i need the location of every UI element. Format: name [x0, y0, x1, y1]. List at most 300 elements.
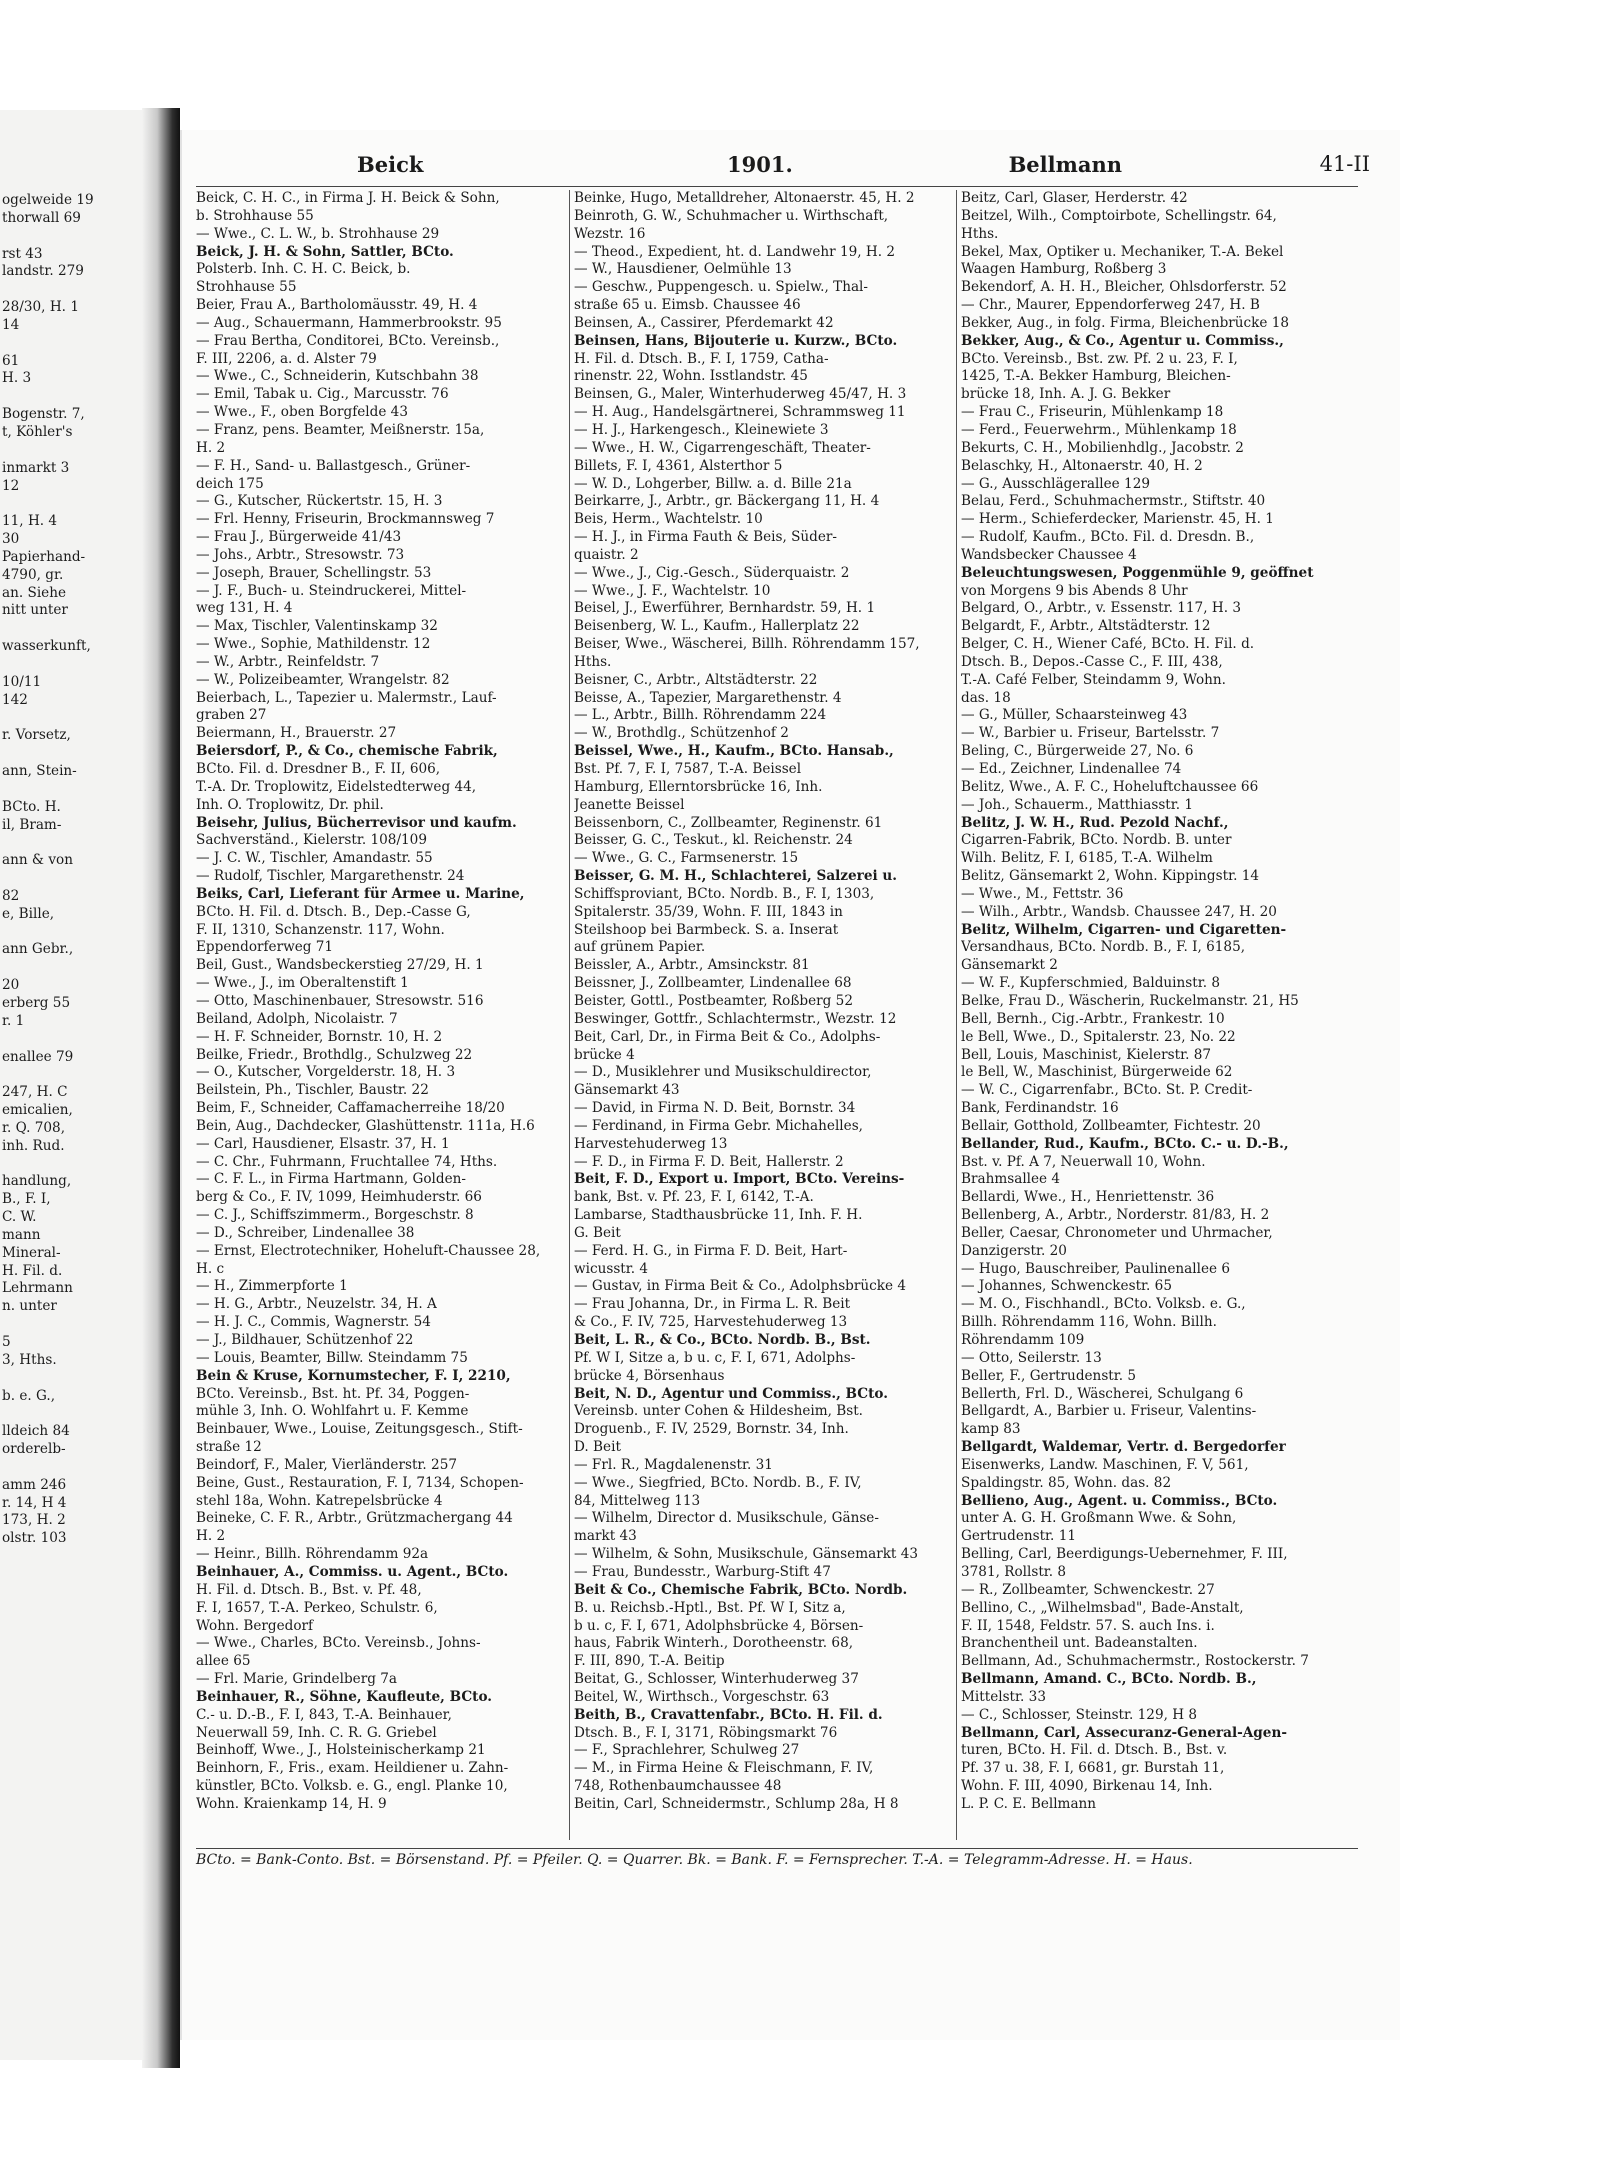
left-page-line: thorwall 69	[2, 209, 81, 226]
directory-entry: Beit, F. D., Export u. Import, BCto. Vereins-	[574, 1171, 905, 1188]
directory-entry: Beirkarre, J., Arbtr., gr. Bäckergang 11, H. 4	[574, 493, 880, 510]
directory-entry: Belitz, J. W. H., Rud. Pezold Nachf.,	[961, 814, 1229, 831]
directory-entry: Beil, Gust., Wandsbeckerstieg 27/29, H. 1	[196, 957, 484, 974]
directory-entry: — W., Hausdiener, Oelmühle 13	[574, 261, 792, 278]
directory-entry: Cigarren-Fabrik, BCto. Nordb. B. unter	[961, 832, 1232, 849]
directory-entry: Beisel, J., Ewerführer, Bernhardstr. 59, H. 1	[574, 600, 876, 617]
directory-entry: — W., Arbtr., Reinfeldstr. 7	[196, 653, 380, 670]
left-page-line: an. Siehe	[2, 584, 67, 601]
directory-entry: kamp 83	[961, 1421, 1021, 1438]
directory-entry: Beswinger, Gottfr., Schlachtermstr., Wezstr. 12	[574, 1010, 897, 1027]
directory-entry: — Joh., Schauerm., Matthiasstr. 1	[961, 796, 1194, 813]
directory-entry: Bell, Bernh., Cig.-Arbtr., Frankestr. 10	[961, 1010, 1225, 1027]
directory-entry: — Wwe., C., Schneiderin, Kutschbahn 38	[196, 368, 479, 385]
directory-entry: Beith, B., Cravattenfabr., BCto. H. Fil. d.	[574, 1706, 883, 1723]
directory-entry: Beitel, W., Wirthsch., Vorgeschstr. 63	[574, 1688, 830, 1705]
directory-entry: Billh. Röhrendamm 116, Wohn. Billh.	[961, 1314, 1217, 1331]
left-page-line: 3, Hths.	[2, 1351, 57, 1368]
directory-entry: Harvestehuderweg 13	[574, 1135, 728, 1152]
directory-entry: — Chr., Maurer, Eppendorferweg 247, H. B	[961, 297, 1260, 314]
left-page-line: handlung,	[2, 1173, 72, 1190]
directory-entry: Bellerth, Frl. D., Wäscherei, Schulgang 6	[961, 1385, 1244, 1402]
directory-entry: Bein & Kruse, Kornumstecher, F. I, 2210,	[196, 1367, 511, 1384]
directory-entry: Belitz, Wwe., A. F. C., Hoheluftchaussee 66	[961, 778, 1259, 795]
directory-entry: — Heinr., Billh. Röhrendamm 92a	[196, 1546, 429, 1563]
directory-entry: Beiks, Carl, Lieferant für Armee u. Marine,	[196, 885, 525, 902]
directory-entry: — W., Polizeibeamter, Wrangelstr. 82	[196, 671, 450, 688]
directory-entry: Belling, Carl, Beerdigungs-Uebernehmer, F. III,	[961, 1546, 1288, 1563]
directory-entry: Wohn. Kraienkamp 14, H. 9	[196, 1795, 387, 1812]
directory-entry: Beinhorn, F., Fris., exam. Heildiener u. Zahn-	[196, 1760, 509, 1777]
directory-entry: Bellair, Gotthold, Zollbeamter, Fichtestr. 20	[961, 1117, 1261, 1134]
directory-entry: Beilke, Friedr., Brothdlg., Schulzweg 22	[196, 1046, 473, 1063]
directory-entry: wicusstr. 4	[574, 1260, 649, 1277]
directory-entry: Röhrendamm 109	[961, 1332, 1085, 1348]
directory-entry: Bellmann, Ad., Schuhmachermstr., Rostockerstr. 7	[961, 1653, 1309, 1670]
directory-entry: Beit, N. D., Agentur und Commiss., BCto.	[574, 1385, 888, 1402]
directory-entry: — H. Aug., Handelsgärtnerei, Schrammsweg 11	[574, 404, 906, 421]
left-page-line: 142	[2, 691, 28, 708]
directory-entry: — F. D., in Firma F. D. Beit, Hallerstr. 2	[574, 1153, 844, 1170]
column-divider	[569, 190, 570, 1840]
directory-entry: H. 2	[196, 439, 226, 456]
page-header	[207, 152, 1370, 186]
directory-entry: berg & Co., F. IV, 1099, Heimhuderstr. 66	[196, 1189, 482, 1206]
directory-entry: H. Fil. d. Dtsch. B., F. I, 1759, Catha-	[574, 350, 829, 367]
directory-entry: Brahmsallee 4	[961, 1171, 1061, 1188]
directory-entry: Beiser, Wwe., Wäscherei, Billh. Röhrendamm 157,	[574, 636, 920, 653]
directory-column-1	[196, 190, 564, 1850]
directory-entry: Neuerwall 59, Inh. C. R. G. Griebel	[196, 1724, 437, 1741]
left-page-line: erberg 55	[2, 994, 71, 1011]
directory-entry: Belau, Ferd., Schuhmachermstr., Stiftstr. 40	[961, 493, 1266, 510]
directory-entry: Hths.	[961, 225, 999, 242]
left-page-line: 5	[2, 1334, 11, 1350]
directory-entry: — H. J. C., Commis, Wagnerstr. 54	[196, 1314, 431, 1331]
left-page-line: BCto. H.	[2, 798, 61, 815]
directory-entry: Inh. O. Troplowitz, Dr. phil.	[196, 796, 384, 813]
directory-entry: — Max, Tischler, Valentinskamp 32	[196, 618, 438, 635]
directory-entry: — Joseph, Brauer, Schellingstr. 53	[196, 564, 432, 581]
directory-entry: b u. c, F. I, 671, Adolphsbrücke 4, Börsen-	[574, 1617, 864, 1634]
directory-entry: — Frl. R., Magdalenenstr. 31	[574, 1456, 773, 1473]
directory-entry: deich 175	[196, 475, 264, 492]
left-page-line: t, Köhler's	[2, 423, 73, 440]
directory-entry: — Wilhelm, Director d. Musikschule, Gänse-	[574, 1510, 879, 1527]
directory-entry: — Rudolf, Tischler, Margarethenstr. 24	[196, 868, 465, 885]
directory-entry: Beit & Co., Chemische Fabrik, BCto. Nordb.	[574, 1581, 908, 1598]
directory-entry: — Wwe., Siegfried, BCto. Nordb. B., F. IV,	[574, 1474, 862, 1491]
directory-entry: rinenstr. 22, Wohn. Isstlandstr. 45	[574, 368, 808, 385]
directory-entry: Beissner, J., Zollbeamter, Lindenallee 68	[574, 975, 852, 992]
header-year: 1901.	[727, 152, 793, 177]
directory-entry: Beinsen, Hans, Bijouterie u. Kurzw., BCto.	[574, 332, 898, 349]
directory-entry: Bellenberg, A., Arbtr., Norderstr. 81/83, H. 2	[961, 1207, 1270, 1224]
directory-column-3	[961, 190, 1358, 1850]
directory-entry: D. Beit	[574, 1439, 621, 1456]
left-page-line: rst 43	[2, 245, 43, 262]
directory-entry: — Wwe., Sophie, Mathildenstr. 12	[196, 636, 431, 653]
directory-entry: Beinhauer, R., Söhne, Kaufleute, BCto.	[196, 1688, 493, 1705]
directory-entry: — Carl, Hausdiener, Elsastr. 37, H. 1	[196, 1135, 450, 1152]
directory-entry: BCto. Fil. d. Dresdner B., F. II, 606,	[196, 761, 441, 777]
directory-entry: das. 18	[961, 689, 1011, 706]
directory-entry: 84, Mittelweg 113	[574, 1492, 701, 1509]
directory-entry: Polsterb. Inh. C. H. C. Beick, b.	[196, 261, 411, 278]
directory-entry: Beister, Gottl., Postbeamter, Roßberg 52	[574, 992, 853, 1009]
left-page-line: 247, H. C	[2, 1084, 68, 1101]
directory-entry: Steilshoop bei Barmbeck. S. a. Inserat	[574, 921, 839, 938]
directory-entry: Bst. v. Pf. A 7, Neuerwall 10, Wohn.	[961, 1153, 1206, 1170]
directory-entry: — F. H., Sand- u. Ballastgesch., Grüner-	[196, 457, 471, 474]
directory-entry: Beierbach, L., Tapezier u. Malermstr., Lauf-	[196, 689, 497, 706]
directory-entry: Beiersdorf, P., & Co., chemische Fabrik,	[196, 743, 498, 760]
header-right-word: Bellmann	[1008, 152, 1122, 177]
left-page-line: C. W.	[2, 1209, 37, 1226]
directory-entry: — H. J., in Firma Fauth & Beis, Süder-	[574, 529, 838, 546]
directory-entry: BCto. Vereinsb., Bst. zw. Pf. 2 u. 23, F. I,	[961, 350, 1238, 367]
directory-entry: Danzigerstr. 20	[961, 1242, 1067, 1259]
directory-entry: unter A. G. H. Großmann Wwe. & Sohn,	[961, 1510, 1237, 1527]
directory-entry: Branchentheil unt. Badeanstalten.	[961, 1635, 1198, 1652]
directory-entry: Belger, C. H., Wiener Café, BCto. H. Fil. d.	[961, 636, 1255, 653]
directory-entry: — Frau J., Bürgerweide 41/43	[196, 529, 402, 546]
directory-entry: Droguenb., F. IV, 2529, Bornstr. 34, Inh.	[574, 1421, 849, 1438]
directory-entry: quaistr. 2	[574, 546, 639, 563]
directory-entry: BCto. Vereinsb., Bst. ht. Pf. 34, Poggen-	[196, 1385, 470, 1402]
directory-entry: Pf. 37 u. 38, F. I, 6681, gr. Burstah 11,	[961, 1760, 1225, 1777]
directory-entry: & Co., F. IV, 725, Harvestehuderweg 13	[574, 1314, 848, 1331]
left-page-line: 14	[2, 316, 20, 333]
left-page-line: r. 1	[2, 1012, 25, 1029]
directory-entry: Wohn. F. III, 4090, Birkenau 14, Inh.	[961, 1778, 1213, 1795]
directory-entry: — Louis, Beamter, Billw. Steindamm 75	[196, 1349, 468, 1366]
left-page-line: r. 14, H 4	[2, 1494, 67, 1511]
directory-entry: — G., Kutscher, Rückertstr. 15, H. 3	[196, 493, 443, 510]
directory-entry: — W., Barbier u. Friseur, Bartelsstr. 7	[961, 725, 1220, 742]
directory-entry: Waagen Hamburg, Roßberg 3	[961, 261, 1167, 278]
left-page-line: ann Gebr.,	[2, 941, 74, 958]
directory-entry: Eisenwerks, Landw. Maschinen, F. V, 561,	[961, 1456, 1249, 1473]
directory-entry: Beiermann, H., Brauerstr. 27	[196, 725, 397, 742]
directory-entry: stehl 18a, Wohn. Katrepelsbrücke 4	[196, 1492, 443, 1509]
directory-entry: Beitzel, Wilh., Comptoirbote, Schellingstr. 64,	[961, 207, 1277, 224]
directory-entry: Wandsbecker Chaussee 4	[961, 546, 1137, 563]
left-page-line: wasserkunft,	[2, 638, 91, 655]
left-page-line: B., F. I,	[2, 1191, 51, 1208]
directory-entry: Wezstr. 16	[574, 225, 646, 242]
directory-entry: BCto. H. Fil. d. Dtsch. B., Dep.-Casse G,	[196, 903, 471, 920]
directory-entry: — Gustav, in Firma Beit & Co., Adolphsbrücke 4	[574, 1278, 906, 1295]
directory-entry: Beilstein, Ph., Tischler, Baustr. 22	[196, 1082, 429, 1099]
directory-entry: — F., Sprachlehrer, Schulweg 27	[574, 1742, 800, 1759]
directory-entry: Beitat, G., Schlosser, Winterhuderweg 37	[574, 1671, 859, 1688]
directory-entry: — Aug., Schauermann, Hammerbrookstr. 95	[196, 314, 502, 331]
directory-entry: — Franz, pens. Beamter, Meißnerstr. 15a,	[196, 421, 485, 438]
directory-entry: Bst. Pf. 7, F. I, 7587, T.-A. Beissel	[574, 761, 802, 777]
directory-entry: — Hugo, Bauschreiber, Paulinenallee 6	[961, 1260, 1231, 1277]
directory-entry: Strohhause 55	[196, 279, 297, 296]
directory-entry: Wilh. Belitz, F. I, 6185, T.-A. Wilhelm	[961, 850, 1213, 867]
header-right-keyword	[702, 152, 1122, 177]
directory-entry: — Frau Johanna, Dr., in Firma L. R. Beit	[574, 1296, 851, 1313]
directory-entry: Bekendorf, A. H. H., Bleicher, Ohlsdorferstr. 52	[961, 279, 1287, 296]
directory-entry: Bell, Louis, Maschinist, Kielerstr. 87	[961, 1046, 1212, 1063]
directory-entry: — W. D., Lohgerber, Billw. a. d. Bille 21a	[574, 475, 852, 492]
left-page-line: n. unter	[2, 1298, 57, 1315]
directory-entry: Belaschky, H., Altonaerstr. 40, H. 2	[961, 457, 1203, 474]
directory-entry: 3781, Rollstr. 8	[961, 1563, 1067, 1580]
directory-entry: — W. C., Cigarrenfabr., BCto. St. P. Credit-	[961, 1082, 1253, 1099]
left-page-line: enallee 79	[2, 1048, 74, 1065]
directory-entry: — Ferdinand, in Firma Gebr. Michahelles,	[574, 1117, 863, 1134]
directory-entry: Billets, F. I, 4361, Alsterthor 5	[574, 457, 783, 474]
left-page-line: mann	[2, 1226, 41, 1243]
directory-entry: — Frl. Henny, Friseurin, Brockmannsweg 7	[196, 511, 495, 528]
directory-entry: — J. C. W., Tischler, Amandastr. 55	[196, 850, 433, 867]
header-rule	[196, 186, 1358, 187]
directory-entry: Eppendorferweg 71	[196, 939, 334, 956]
directory-entry: Beinsen, G., Maler, Winterhuderweg 45/47, H. 3	[574, 386, 907, 403]
column-divider	[956, 190, 957, 1840]
directory-entry: b. Strohhause 55	[196, 207, 314, 224]
directory-entry: F. III, 2206, a. d. Alster 79	[196, 350, 377, 367]
left-page-line: 20	[2, 977, 20, 994]
directory-entry: Bellgardt, Waldemar, Vertr. d. Bergedorfer	[961, 1439, 1286, 1456]
directory-entry: Beleuchtungswesen, Poggenmühle 9, geöffnet	[961, 564, 1314, 581]
directory-entry: turen, BCto. H. Fil. d. Dtsch. B., Bst. v.	[961, 1742, 1228, 1759]
directory-entry: Beick, J. H. & Sohn, Sattler, BCto.	[196, 243, 454, 260]
directory-entry: brücke 4	[574, 1046, 635, 1063]
directory-entry: — Ferd. H. G., in Firma F. D. Beit, Hart-	[574, 1242, 848, 1259]
directory-entry: — Rudolf, Kaufm., BCto. Fil. d. Dresdn. B.,	[961, 529, 1255, 546]
directory-column-2	[574, 190, 951, 1850]
directory-entry: Spaldingstr. 85, Wohn. das. 82	[961, 1474, 1172, 1491]
left-page-line: H. 3	[2, 370, 32, 387]
directory-entry: L. P. C. E. Bellmann	[961, 1795, 1097, 1812]
footer-rule	[196, 1848, 1358, 1849]
directory-entry: — J., Bildhauer, Schützenhof 22	[196, 1332, 414, 1348]
directory-entry: — H., Zimmerpforte 1	[196, 1278, 348, 1295]
directory-entry: Dtsch. B., F. I, 3171, Röbingsmarkt 76	[574, 1724, 838, 1741]
directory-entry: le Bell, W., Maschinist, Bürgerweide 62	[961, 1064, 1233, 1081]
left-page-line: il, Bram-	[2, 816, 62, 833]
directory-entry: auf grünem Papier.	[574, 939, 706, 956]
directory-entry: 748, Rothenbaumchaussee 48	[574, 1778, 782, 1795]
directory-entry: Beine, Gust., Restauration, F. I, 7134, Schopen-	[196, 1474, 524, 1491]
left-page-line: inmarkt 3	[2, 459, 70, 476]
directory-entry: Beisser, G. M. H., Schlachterei, Salzerei u.	[574, 868, 897, 885]
left-page-line: 82	[2, 887, 20, 904]
left-page-line: inh. Rud.	[2, 1137, 65, 1154]
directory-entry: straße 12	[196, 1439, 262, 1456]
directory-entry: Dtsch. B., Depos.-Casse C., F. III, 438,	[961, 653, 1223, 670]
directory-entry: — C. F. L., in Firma Hartmann, Golden-	[196, 1171, 466, 1188]
left-page-line: 30	[2, 531, 20, 548]
directory-entry: Bekker, Aug., & Co., Agentur u. Commiss.,	[961, 332, 1284, 349]
directory-entry: Beisse, A., Tapezier, Margarethenstr. 4	[574, 689, 842, 706]
directory-entry: Jeanette Beissel	[574, 796, 685, 813]
left-page-line: ann, Stein-	[2, 763, 77, 779]
directory-entry: Beinbauer, Wwe., Louise, Zeitungsgesch., Stift-	[196, 1421, 523, 1438]
directory-entry: 1425, T.-A. Bekker Hamburg, Bleichen-	[961, 368, 1231, 385]
left-page-line: ann & von	[2, 852, 73, 869]
directory-entry: Belitz, Wilhelm, Cigarren- und Cigaretten-	[961, 921, 1287, 938]
left-page-line: Papierhand-	[2, 548, 86, 565]
directory-entry: Bein, Aug., Dachdecker, Glashüttenstr. 111a, H.6	[196, 1117, 535, 1134]
directory-entry: Bellmann, Amand. C., BCto. Nordb. B.,	[961, 1671, 1257, 1688]
directory-entry: Beineke, C. F. R., Arbtr., Grützmachergang 44	[196, 1510, 513, 1527]
directory-entry: H. 2	[196, 1528, 226, 1545]
directory-entry: künstler, BCto. Volksb. e. G., engl. Planke 10,	[196, 1778, 508, 1795]
directory-entry: Bekker, Aug., in folg. Firma, Bleichenbrücke 18	[961, 314, 1290, 331]
directory-entry: H. c	[196, 1260, 225, 1277]
directory-entry: Sachverständ., Kielerstr. 108/109	[196, 832, 427, 849]
directory-entry: Beis, Herm., Wachtelstr. 10	[574, 511, 763, 528]
directory-entry: — Ferd., Feuerwehrm., Mühlenkamp 18	[961, 421, 1237, 438]
directory-entry: Bellmann, Carl, Assecuranz-General-Agen-	[961, 1724, 1287, 1741]
directory-entry: haus, Fabrik Winterh., Dorotheenstr. 68,	[574, 1635, 854, 1652]
directory-entry: — Wwe., J., Cig.-Gesch., Süderquaistr. 2	[574, 564, 850, 581]
directory-entry: bank, Bst. v. Pf. 23, F. I, 6142, T.-A.	[574, 1189, 814, 1206]
directory-entry: — Wilhelm, & Sohn, Musikschule, Gänsemarkt 43	[574, 1546, 919, 1563]
directory-entry: Beissel, Wwe., H., Kaufm., BCto. Hansab.,	[574, 743, 894, 760]
directory-entry: — O., Kutscher, Vorgelderstr. 18, H. 3	[196, 1064, 456, 1081]
directory-entry: Belitz, Gänsemarkt 2, Wohn. Kippingstr. 14	[961, 868, 1260, 885]
directory-entry: — M., in Firma Heine & Fleischmann, F. IV,	[574, 1760, 874, 1777]
directory-entry: Beit, Carl, Dr., in Firma Beit & Co., Adolphs-	[574, 1028, 881, 1045]
directory-entry: — Wwe., C. L. W., b. Strohhause 29	[196, 225, 440, 242]
directory-entry: — D., Schreiber, Lindenallee 38	[196, 1224, 415, 1241]
left-page-line: 61	[2, 352, 20, 369]
directory-entry: — Otto, Maschinenbauer, Stresowstr. 516	[196, 992, 484, 1009]
directory-entry: Belgardt, F., Arbtr., Altstädterstr. 12	[961, 618, 1211, 635]
directory-entry: Hamburg, Ellerntorsbrücke 16, Inh.	[574, 778, 823, 795]
abbreviation-legend: BCto. = Bank-Conto. Bst. = Börsenstand. Pf. = Pfeiler. Q. = Quarrer. Bk. = Bank. F. = Fernsprecher. T.-A. = Telegramm-Adresse. H. = Haus.	[196, 1852, 1193, 1868]
directory-entry: — M. O., Fischhandl., BCto. Volksb. e. G.,	[961, 1296, 1246, 1313]
directory-entry: — Wwe., F., oben Borgfelde 43	[196, 404, 408, 421]
directory-entry: T.-A. Dr. Troplowitz, Eidelstedterweg 44,	[196, 778, 477, 795]
directory-entry: Gänsemarkt 2	[961, 957, 1058, 974]
directory-entry: Beit, L. R., & Co., BCto. Nordb. B., Bst.	[574, 1332, 871, 1348]
left-page-line: 11, H. 4	[2, 513, 58, 530]
directory-entry: — Frl. Marie, Grindelberg 7a	[196, 1671, 397, 1688]
directory-entry: Versandhaus, BCto. Nordb. B., F. I, 6185,	[961, 939, 1246, 956]
directory-entry: — H. G., Arbtr., Neuzelstr. 34, H. A	[196, 1296, 437, 1313]
left-page-line: amm 246	[2, 1476, 67, 1493]
directory-entry: Beiland, Adolph, Nicolaistr. 7	[196, 1010, 398, 1027]
directory-entry: Bellardi, Wwe., H., Henriettenstr. 36	[961, 1189, 1215, 1206]
directory-entry: Belgard, O., Arbtr., v. Essenstr. 117, H. 3	[961, 600, 1241, 617]
directory-entry: Beindorf, F., Maler, Vierländerstr. 257	[196, 1456, 457, 1473]
directory-entry: — Wwe., Charles, BCto. Vereinsb., Johns-	[196, 1635, 481, 1652]
directory-entry: — Frau, Bundesstr., Warburg-Stift 47	[574, 1563, 831, 1580]
left-page-line: 10/11	[2, 673, 42, 690]
directory-entry: — H. J., Harkengesch., Kleinewiete 3	[574, 421, 829, 438]
directory-entry: — Wilh., Arbtr., Wandsb. Chaussee 247, H. 20	[961, 903, 1277, 920]
left-page-line: H. Fil. d.	[2, 1262, 63, 1279]
left-page-line: emicalien,	[2, 1102, 73, 1119]
left-page-line: Bogenstr. 7,	[2, 406, 85, 423]
directory-entry: — H. F. Schneider, Bornstr. 10, H. 2	[196, 1028, 443, 1045]
left-page-line: Lehrmann	[2, 1280, 73, 1297]
directory-entry: Bank, Ferdinandstr. 16	[961, 1100, 1119, 1117]
directory-entry: — G., Müller, Schaarsteinweg 43	[961, 707, 1188, 724]
left-page-line: ogelweide 19	[2, 192, 94, 208]
directory-entry: Bellino, C., „Wilhelmsbad", Bade-Anstalt,	[961, 1599, 1244, 1616]
directory-entry: — J. F., Buch- u. Steindruckerei, Mittel-	[196, 582, 467, 599]
directory-entry: Beisehr, Julius, Bücherrevisor und kaufm.	[196, 814, 517, 831]
directory-entry: Beick, C. H. C., in Firma J. H. Beick & Sohn,	[196, 190, 500, 206]
directory-entry: — Herm., Schieferdecker, Marienstr. 45, H. 1	[961, 511, 1274, 528]
directory-entry: Belke, Frau D., Wäscherin, Ruckelmanstr. 21, H5	[961, 992, 1299, 1009]
left-page-line: orderelb-	[2, 1441, 66, 1458]
directory-entry: — Frau Bertha, Conditorei, BCto. Vereinsb.,	[196, 332, 500, 349]
directory-entry: Beinhauer, A., Commiss. u. Agent., BCto.	[196, 1563, 509, 1580]
directory-entry: von Morgens 9 bis Abends 8 Uhr	[961, 582, 1188, 599]
directory-entry: Bekel, Max, Optiker u. Mechaniker, T.-A. Bekel	[961, 243, 1284, 260]
directory-entry: Beissler, A., Arbtr., Amsinckstr. 81	[574, 957, 810, 974]
left-page-line: r. Vorsetz,	[2, 727, 71, 744]
directory-entry: — R., Zollbeamter, Schwenckestr. 27	[961, 1581, 1215, 1598]
directory-entry: Schiffsproviant, BCto. Nordb. B., F. I, 1303,	[574, 885, 875, 902]
directory-entry: — Wwe., M., Fettstr. 36	[961, 885, 1124, 902]
directory-entry: allee 65	[196, 1653, 251, 1670]
directory-entry: Beller, Caesar, Chronometer und Uhrmacher,	[961, 1224, 1273, 1241]
directory-entry: F. II, 1310, Schanzenstr. 117, Wohn.	[196, 921, 445, 938]
directory-entry: Gänsemarkt 43	[574, 1082, 680, 1099]
directory-entry: Mittelstr. 33	[961, 1688, 1046, 1705]
left-page-line: 173, H. 2	[2, 1512, 66, 1529]
left-page-line: b. e. G.,	[2, 1387, 56, 1404]
directory-entry: Pf. W I, Sitze a, b u. c, F. I, 671, Adolphs-	[574, 1349, 856, 1366]
left-page-line: 12	[2, 477, 20, 494]
directory-entry: Spitalerstr. 35/39, Wohn. F. III, 1843 in	[574, 903, 843, 920]
left-page-line: nitt unter	[2, 602, 68, 619]
directory-entry: — C. Chr., Fuhrmann, Fruchtallee 74, Hths.	[196, 1153, 498, 1170]
directory-entry: weg 131, H. 4	[196, 600, 293, 617]
directory-entry: — Geschw., Puppengesch. u. Spielw., Thal-	[574, 279, 868, 296]
directory-entry: Bellgardt, A., Barbier u. Friseur, Valentins-	[961, 1403, 1257, 1420]
directory-entry: — Theod., Expedient, ht. d. Landwehr 19, H. 2	[574, 243, 896, 260]
left-page-line: olstr. 103	[2, 1530, 67, 1547]
directory-entry: Hths.	[574, 653, 612, 670]
directory-entry: Bellieno, Aug., Agent. u. Commiss., BCto.	[961, 1492, 1278, 1509]
left-page-line: 28/30, H. 1	[2, 299, 79, 316]
directory-entry: brücke 4, Börsenhaus	[574, 1367, 725, 1384]
directory-entry: — Johannes, Schwenckestr. 65	[961, 1278, 1172, 1295]
directory-entry: F. III, 890, T.-A. Beitip	[574, 1653, 725, 1670]
directory-entry: Wohn. Bergedorf	[196, 1617, 314, 1634]
directory-entry: — W., Brothdlg., Schützenhof 2	[574, 725, 789, 742]
directory-entry: Beisenberg, W. L., Kaufm., Hallerplatz 22	[574, 618, 860, 635]
directory-entry: G. Beit	[574, 1224, 621, 1241]
directory-entry: Vereinsb. unter Cohen & Hildesheim, Bst.	[574, 1403, 863, 1420]
directory-entry: — Frau C., Friseurin, Mühlenkamp 18	[961, 404, 1224, 421]
directory-entry: Beinsen, A., Cassirer, Pferdemarkt 42	[574, 314, 834, 331]
directory-entry: — Wwe., J. F., Wachtelstr. 10	[574, 582, 771, 599]
directory-entry: Lambarse, Stadthausbrücke 11, Inh. F. H.	[574, 1207, 863, 1224]
left-page-line: r. Q. 708,	[2, 1119, 66, 1136]
directory-entry: graben 27	[196, 707, 267, 724]
directory-entry: — Ed., Zeichner, Lindenallee 74	[961, 761, 1182, 777]
left-page-line: e, Bille,	[2, 905, 55, 922]
directory-entry: Beinke, Hugo, Metalldreher, Altonaerstr. 45, H. 2	[574, 190, 915, 206]
directory-entry: C.- u. D.-B., F. I, 843, T.-A. Beinhauer,	[196, 1706, 452, 1723]
directory-entry: Beller, F., Gertrudenstr. 5	[961, 1367, 1137, 1384]
page-number: 41-II	[1319, 152, 1370, 176]
directory-entry: Bellander, Rud., Kaufm., BCto. C.- u. D.-B.,	[961, 1135, 1289, 1152]
